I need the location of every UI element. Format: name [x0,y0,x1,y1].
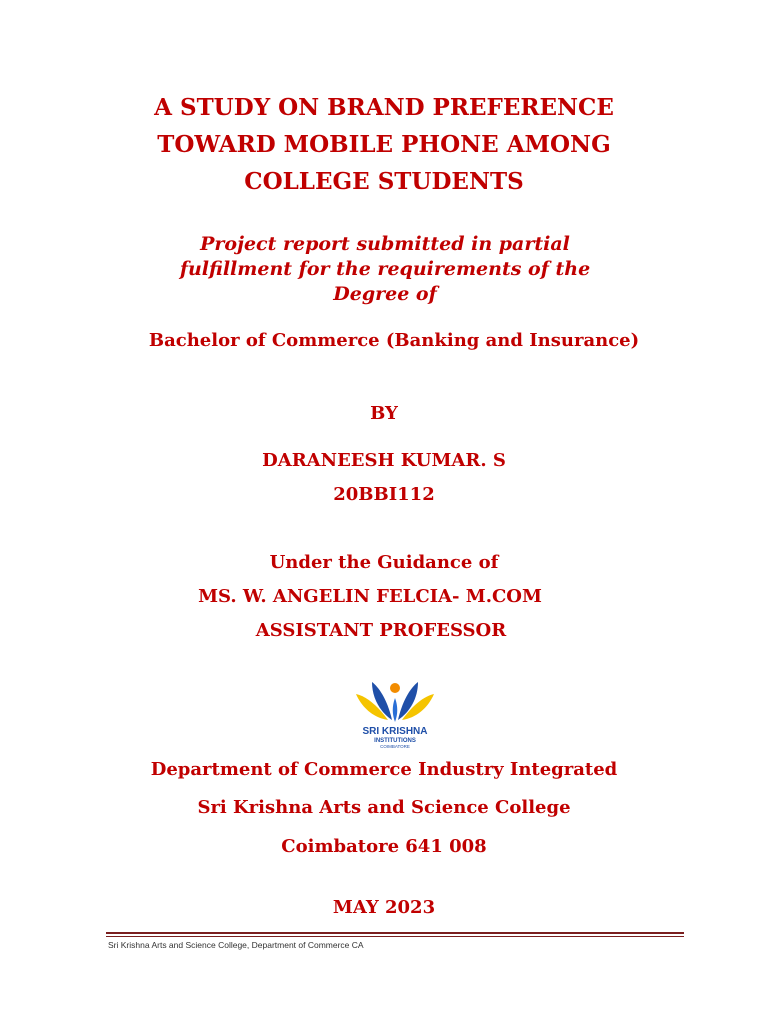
submission-statement [140,232,630,307]
title-line: A STUDY ON BRAND PREFERENCE [154,94,614,121]
guidance-label: Under the Guidance of [269,552,499,573]
degree-name: Bachelor of Commerce (Banking and Insurance) [148,330,640,351]
roll-number: 20BBI112 [333,484,435,505]
logo-line2-text: INSTITUTIONS [374,738,416,744]
subtitle-line: fulfillment for the requirements of the [179,258,591,280]
title-line: COLLEGE STUDENTS [244,168,524,195]
guide-designation: ASSISTANT PROFESSOR [255,620,507,641]
submission-date: MAY 2023 [332,897,436,918]
footer-rule-thin [106,936,684,937]
report-title [0,89,768,200]
city-pincode: Coimbatore 641 008 [281,836,487,857]
logo-line3-text: COIMBATORE [380,744,410,749]
department-name: Department of Commerce Industry Integrated [150,759,618,780]
lotus-logo-icon [352,676,438,750]
footer-text: Sri Krishna Arts and Science College, Department of Commerce CA [108,940,364,950]
college-name: Sri Krishna Arts and Science College [197,797,571,818]
subtitle-line: Project report submitted in partial [200,233,570,255]
guide-name: MS. W. ANGELIN FELCIA- M.COM [198,586,542,607]
institution-logo [352,676,438,750]
student-name: DARANEESH KUMAR. S [262,450,506,471]
logo-name-text: SRI KRISHNA [362,726,428,737]
subtitle-line: Degree of [333,283,437,305]
title-line: TOWARD MOBILE PHONE AMONG [157,131,611,158]
footer-rule [106,932,684,934]
by-label: BY [370,403,398,424]
